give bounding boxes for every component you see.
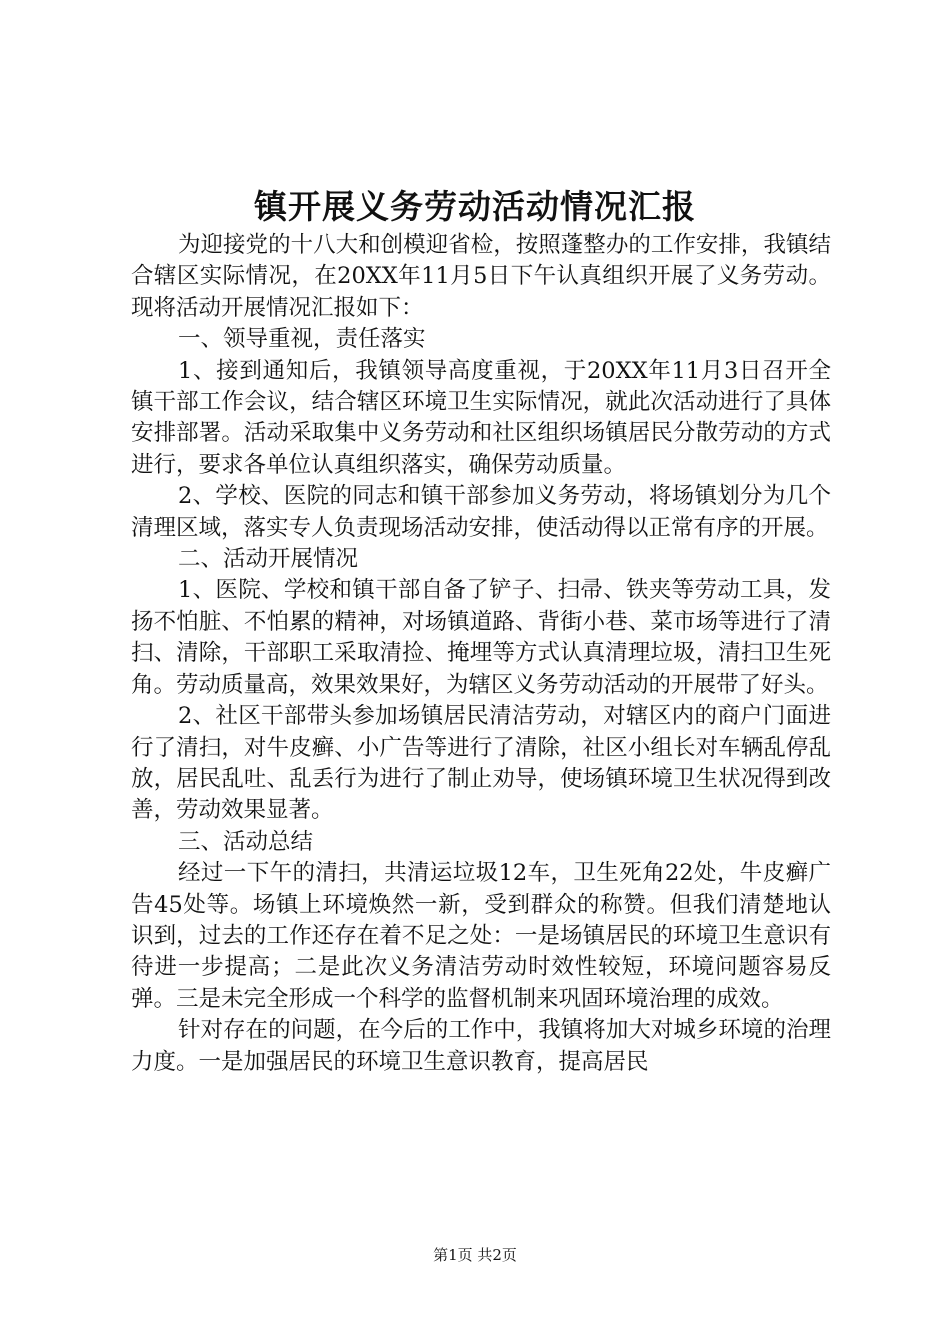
section-heading-2: 二、活动开展情况 — [178, 546, 359, 573]
paragraph-intro: 为迎接党的十八大和创模迎省检，按照蓬整办的工作安排，我镇结合辖区实际情况，在20XX年11月5日下午认真组织开展了义务劳动。现将活动开展情况汇报如下： — [131, 232, 831, 321]
paragraph-3-2: 针对存在的问题，在今后的工作中，我镇将加大对城乡环境的治理力度。一是加强居民的环境卫生意识教育，提高居民 — [131, 1017, 831, 1075]
section-heading-1: 一、领导重视，责任落实 — [178, 326, 426, 353]
paragraph-3-1: 经过一下午的清扫，共清运垃圾12车，卫生死角22处，牛皮癣广告45处等。场镇上环境焕然一新，受到群众的称赞。但我们清楚地认识到，过去的工作还存在着不足之处：一是场镇居民的环境卫生意识有待进一步提高；二是此次义务清洁劳动时效性较短，环境问题容易反弹。三是未完全形成一个科学的监督机制来巩固环境治理的成效。 — [131, 860, 831, 1012]
paragraph-1-1: 1、接到通知后，我镇领导高度重视，于20XX年11月3日召开全镇干部工作会议，结合辖区环境卫生实际情况，就此次活动进行了具体安排部署。活动采取集中义务劳动和社区组织场镇居民分散劳动的方式进行，要求各单位认真组织落实，确保劳动质量。 — [131, 357, 831, 478]
paragraph-2-2: 2、社区干部带头参加场镇居民清洁劳动，对辖区内的商户门面进行了清扫，对牛皮癣、小广告等进行了清除，社区小组长对车辆乱停乱放，居民乱吐、乱丢行为进行了制止劝导，使场镇环境卫生状况得到改善，劳动效果显著。 — [131, 703, 831, 824]
document-body — [131, 230, 831, 1078]
section-heading-3: 三、活动总结 — [178, 828, 314, 855]
page-footer: 第1页 共2页 — [433, 1246, 517, 1264]
paragraph-2-1: 1、医院、学校和镇干部自备了铲子、扫帚、铁夹等劳动工具，发扬不怕脏、不怕累的精神，对场镇道路、背街小巷、菜市场等进行了清扫、清除，干部职工采取清捡、掩埋等方式认真清理垃圾，清扫卫生死角。劳动质量高，效果效果好，为辖区义务劳动活动的开展带了好头。 — [131, 577, 831, 698]
paragraph-1-2: 2、学校、医院的同志和镇干部参加义务劳动，将场镇划分为几个清理区域，落实专人负责现场活动安排，使活动得以正常有序的开展。 — [131, 483, 831, 541]
document-title: 镇开展义务劳动活动情况汇报 — [254, 187, 696, 226]
